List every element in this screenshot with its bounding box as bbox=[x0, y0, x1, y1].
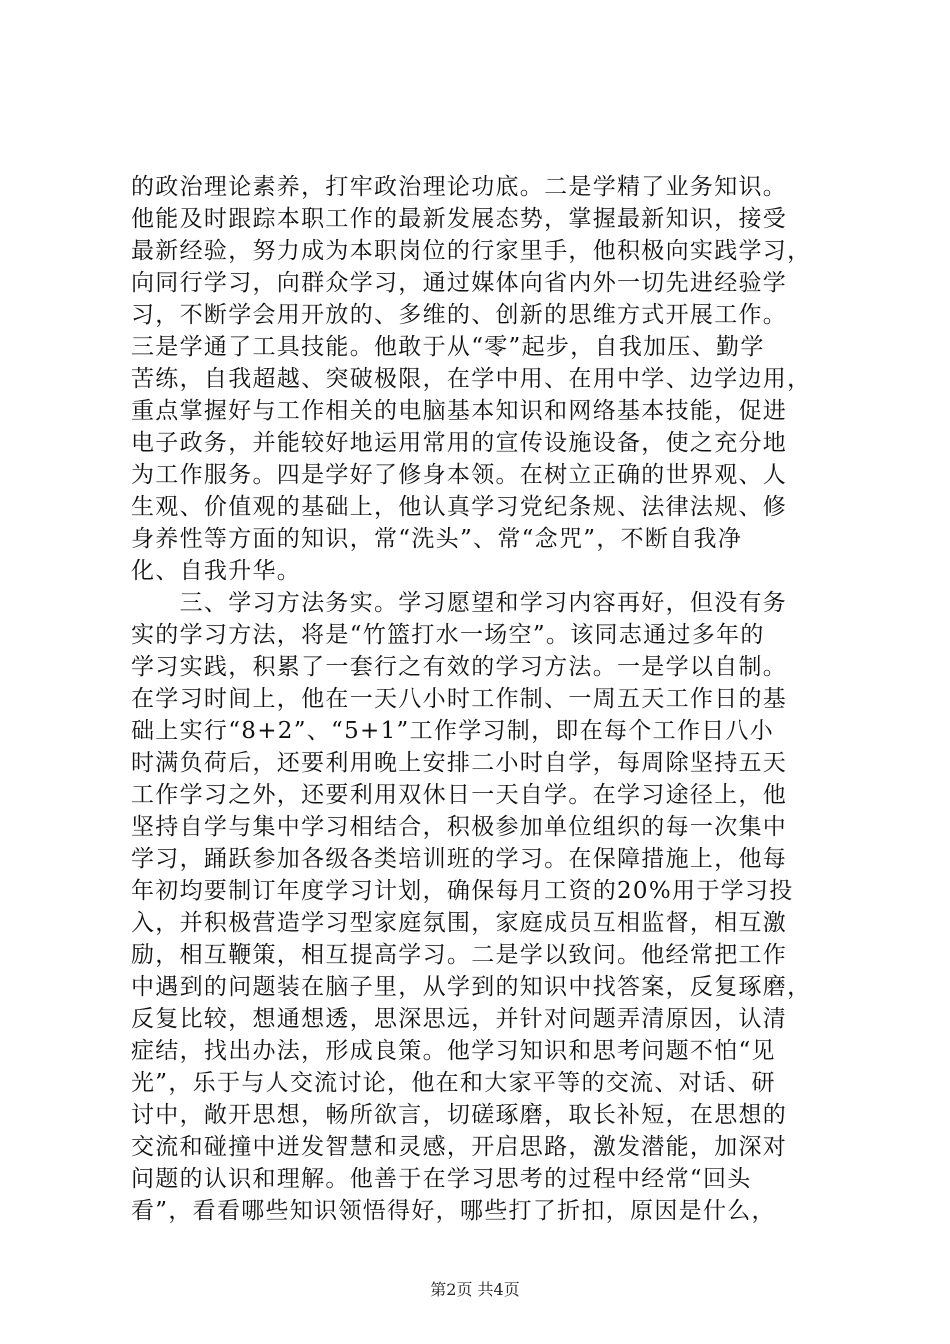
text-line: 苦练，自我超越、突破极限，在学中用、在用中学、边学边用， bbox=[131, 366, 812, 392]
text-line: 习，不断学会用开放的、多维的、创新的思维方式开展工作。 bbox=[131, 302, 788, 328]
text-line: 为工作服务。四是学好了修身本领。在树立正确的世界观、人 bbox=[131, 462, 788, 488]
text-line: 年初均要制订年度学习计划，确保每月工资的20%用于学习投 bbox=[131, 878, 794, 904]
text-line: 最新经验，努力成为本职岗位的行家里手，他积极向实践学习， bbox=[131, 238, 812, 264]
text-line: 光”，乐于与人交流讨论，他在和大家平等的交流、对话、研 bbox=[131, 1070, 776, 1096]
text-line: 工作学习之外，还要利用双休日一天自学。在学习途径上，他 bbox=[131, 782, 788, 808]
text-line: 他能及时跟踪本职工作的最新发展态势，掌握最新知识，接受 bbox=[131, 206, 788, 232]
text-line: 交流和碰撞中迸发智慧和灵感，开启思路，激发潜能，加深对 bbox=[131, 1134, 788, 1160]
text-line: 重点掌握好与工作相关的电脑基本知识和网络基本技能，促进 bbox=[131, 398, 788, 424]
text-line: 础上实行“8+2”、“5+1”工作学习制，即在每个工作日八小 bbox=[131, 718, 775, 744]
text-line: 症结，找出办法，形成良策。他学习知识和思考问题不怕“见 bbox=[131, 1038, 776, 1064]
text-line: 的政治理论素养，打牢政治理论功底。二是学精了业务知识。 bbox=[131, 174, 788, 200]
text-line: 励，相互鞭策，相互提高学习。二是学以致问。他经常把工作 bbox=[131, 942, 788, 968]
text-line: 化、自我升华。 bbox=[131, 558, 302, 584]
text-line: 问题的认识和理解。他善于在学习思考的过程中经常“回头 bbox=[131, 1166, 752, 1192]
text-line: 入，并积极营造学习型家庭氛围，家庭成员互相监督，相互激 bbox=[131, 910, 788, 936]
text-line: 学习，踊跃参加各级各类培训班的学习。在保障措施上，他每 bbox=[131, 846, 788, 872]
text-line: 生观、价值观的基础上，他认真学习党纪条规、法律法规、修 bbox=[131, 494, 788, 520]
text-line: 向同行学习，向群众学习，通过媒体向省内外一切先进经验学 bbox=[131, 270, 788, 296]
text-line: 反复比较，想通想透，思深思远，并针对问题弄清原因，认清 bbox=[131, 1006, 788, 1032]
text-line: 实的学习方法，将是“竹篮打水一场空”。该同志通过多年的 bbox=[131, 622, 765, 648]
text-line: 三、学习方法务实。学习愿望和学习内容再好，但没有务 bbox=[131, 590, 788, 616]
text-line: 三是学通了工具技能。他敢于从“零”起步，自我加压、勤学 bbox=[131, 334, 765, 360]
text-line: 中遇到的问题装在脑子里，从学到的知识中找答案，反复琢磨， bbox=[131, 974, 812, 1000]
text-line: 身养性等方面的知识，常“洗头”、常“念咒”，不断自我净 bbox=[131, 526, 743, 552]
page-footer: 第2页 共4页 bbox=[430, 1280, 520, 1299]
text-line: 在学习时间上，他在一天八小时工作制、一周五天工作日的基 bbox=[131, 686, 788, 712]
text-line: 讨中，敞开思想，畅所欲言，切磋琢磨，取长补短，在思想的 bbox=[131, 1102, 788, 1128]
document-body bbox=[131, 171, 831, 1227]
text-line: 学习实践，积累了一套行之有效的学习方法。一是学以自制。 bbox=[131, 654, 788, 680]
text-line: 电子政务，并能较好地运用常用的宣传设施设备，使之充分地 bbox=[131, 430, 788, 456]
text-line: 坚持自学与集中学习相结合，积极参加单位组织的每一次集中 bbox=[131, 814, 788, 840]
text-line: 时满负荷后，还要利用晚上安排二小时自学，每周除坚持五天 bbox=[131, 750, 788, 776]
text-line: 看”，看看哪些知识领悟得好，哪些打了折扣，原因是什么， bbox=[131, 1198, 776, 1224]
